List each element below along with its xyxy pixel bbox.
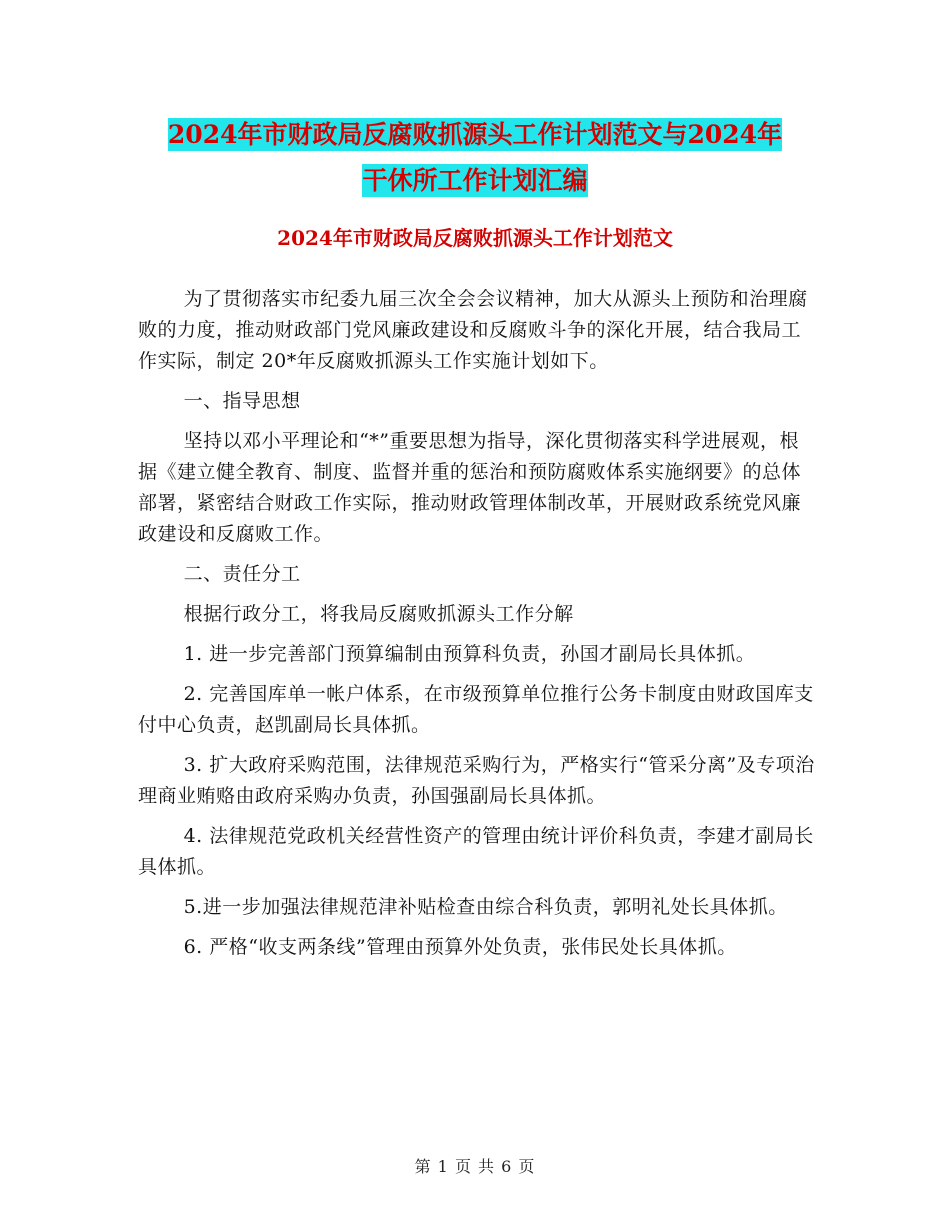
section-title: 2024年市财政局反腐败抓源头工作计划范文 bbox=[277, 226, 673, 250]
list-item-3: 3. 扩大政府采购范围，法律规范采购行为，严格实行“管采分离”及专项治理商业贿赂由政府采购办负责，孙国强副局长具体抓。 bbox=[138, 754, 815, 807]
main-title-line-1: 2024年市财政局反腐败抓源头工作计划范文与2024年 bbox=[167, 120, 783, 149]
document-body bbox=[138, 284, 818, 963]
list-item-5: 5.进一步加强法律规范津补贴检查由综合科负责，郭明礼处长具体抓。 bbox=[183, 896, 788, 918]
list-item-2: 2. 完善国库单一帐户体系，在市级预算单位推行公务卡制度由财政国库支付中心负责，赵凯副局长具体抓。 bbox=[138, 683, 814, 736]
list-item-6: 6. 严格“收支两条线”管理由预算外处负责，张伟民处长具体抓。 bbox=[183, 936, 737, 958]
main-title-line-2: 干休所工作计划汇编 bbox=[362, 166, 588, 195]
list-item-1: 1. 进一步完善部门预算编制由预算科负责，孙国才副局长具体抓。 bbox=[183, 643, 756, 665]
document-main-title bbox=[130, 112, 820, 204]
page-number-footer: 第 1 页 共 6 页 bbox=[414, 1157, 536, 1176]
paragraph-guiding-ideology: 坚持以邓小平理论和“*”重要思想为指导，深化贯彻落实科学进展观，根据《建立健全教育、制度、监督并重的惩治和预防腐败体系实施纲要》的总体部署，紧密结合财政工作实际，推动财政管理体制改革，开展财政系统党风廉政建设和反腐败工作。 bbox=[138, 430, 802, 545]
paragraph-intro: 为了贯彻落实市纪委九届三次全会会议精神，加大从源头上预防和治理腐败的力度，推动财政部门党风廉政建设和反腐败斗争的深化开展，结合我局工作实际，制定 20*年反腐败抓源头工作实施计划如下。 bbox=[138, 288, 808, 372]
paragraph-responsibility-intro: 根据行政分工，将我局反腐败抓源头工作分解 bbox=[183, 603, 574, 625]
heading-guiding-ideology: 一、指导思想 bbox=[183, 390, 301, 412]
heading-responsibility-division: 二、责任分工 bbox=[183, 563, 301, 585]
list-item-4: 4. 法律规范党政机关经营性资产的管理由统计评价科负责，李建才副局长具体抓。 bbox=[138, 825, 814, 878]
